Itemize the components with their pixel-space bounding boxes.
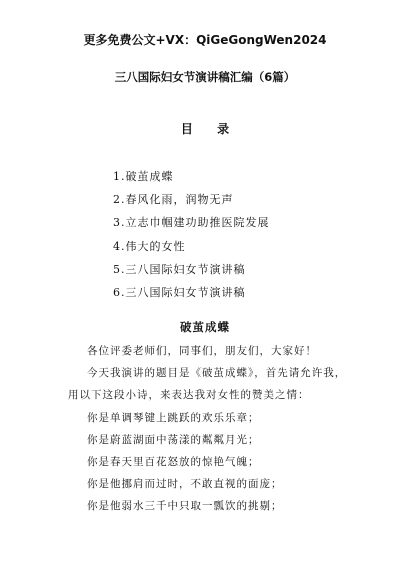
body-paragraph-line: 你是他弱水三千中只取一瓢饮的挑剔； xyxy=(87,500,283,513)
document-title: 三八国际妇女节演讲稿汇编（6篇） xyxy=(114,70,296,84)
body-paragraph-line: 你是蔚蓝湖面中荡漾的粼粼月光； xyxy=(87,433,260,446)
table-of-contents xyxy=(113,168,270,307)
toc-item: 5.三八国际妇女节演讲稿 xyxy=(113,262,246,276)
body-paragraph-line: 你是春天里百花怒放的惊艳气魄； xyxy=(87,455,260,468)
toc-item: 1.破茧成蝶 xyxy=(113,170,174,183)
body-paragraph-line: 用以下这段小诗，来表达我对女性的赞美之情： xyxy=(68,389,310,402)
promo-header: 更多免费公文+VX：QiGeGongWen2024 xyxy=(83,33,327,47)
toc-heading: 目 录 xyxy=(180,122,240,136)
toc-item: 6.三八国际妇女节演讲稿 xyxy=(113,285,246,299)
toc-item: 2.春风化雨，润物无声 xyxy=(113,193,234,207)
body-paragraph-line: 你是单调琴键上跳跃的欢乐乐章； xyxy=(87,411,260,424)
body-paragraph-line: 你是他挪肩而过时，不敢直视的面庞； xyxy=(87,478,283,491)
body-paragraph-line: 各位评委老师们，同事们，朋友们，大家好！ xyxy=(87,345,317,357)
toc-item: 3.立志巾帼建功助推医院发展 xyxy=(113,216,270,230)
speech-body xyxy=(68,342,368,520)
section-title: 破茧成蝶 xyxy=(180,320,230,334)
toc-item: 4.伟大的女性 xyxy=(113,239,186,253)
body-paragraph-line: 今天我演讲的题目是《破茧成蝶》，首先请允许我， xyxy=(87,367,347,380)
